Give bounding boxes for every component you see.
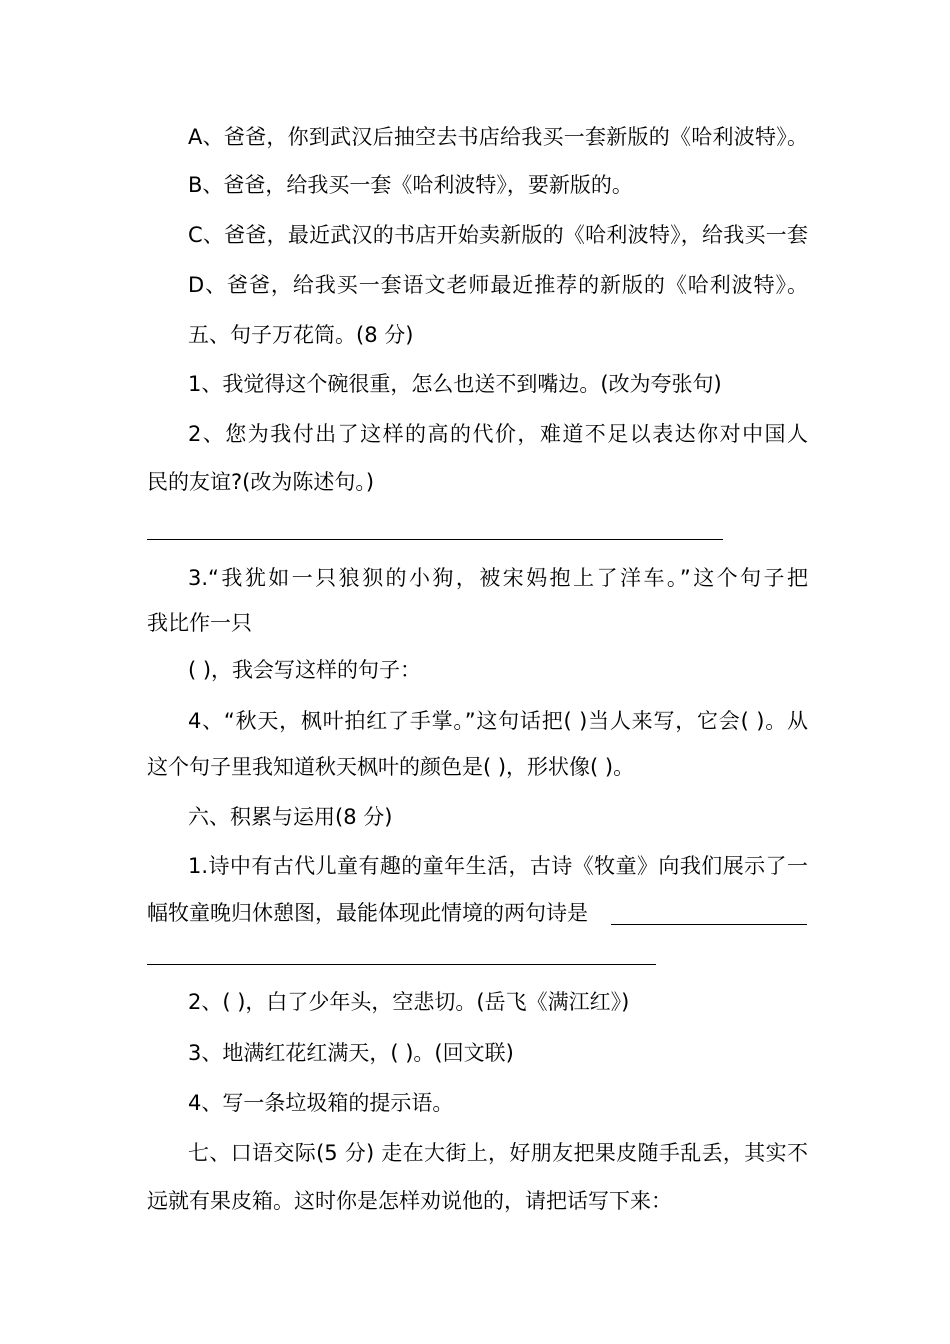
section-seven-heading: 七、口语交际(5 分) 走在大街上，好朋友把果皮随手乱丢，其实不 [188,1141,808,1165]
option-c: C、爸爸，最近武汉的书店开始卖新版的《哈利波特》，给我买一套 [188,223,808,247]
option-a: A、爸爸，你到武汉后抽空去书店给我买一套新版的《哈利波特》。 [188,125,808,149]
question-5-4-continued: 这个句子里我知道秋天枫叶的颜色是( )，形状像( )。 [147,755,635,779]
question-5-3-continued: 我比作一只 [147,611,252,635]
question-5-3: 3.“我犹如一只狼狈的小狗，被宋妈抱上了洋车。”这个句子把 [188,566,808,590]
question-5-4: 4、“秋天，枫叶拍红了手掌。”这句话把( )当人来写，它会( )。从 [188,709,808,733]
question-6-3: 3、地满红花红满天，( )。(回文联) [188,1041,514,1065]
question-5-1: 1、我觉得这个碗很重，怎么也送不到嘴边。(改为夸张句) [188,372,722,396]
question-5-2-continued: 民的友谊?(改为陈述句。) [147,470,375,494]
question-6-1-continued: 幅牧童晚归休憩图，最能体现此情境的两句诗是 [147,901,588,925]
question-6-4: 4、写一条垃圾箱的提示语。 [188,1091,454,1115]
option-d: D、爸爸，给我买一套语文老师最近推荐的新版的《哈利波特》。 [188,273,808,297]
section-six-heading: 六、积累与运用(8 分) [188,805,393,829]
answer-line [611,924,807,925]
section-five-heading: 五、句子万花筒。(8 分) [188,323,414,347]
answer-line [147,539,723,540]
option-b: B、爸爸，给我买一套《哈利波特》，要新版的。 [188,173,633,197]
question-6-1: 1.诗中有古代儿童有趣的童年生活，古诗《牧童》向我们展示了一 [188,854,808,878]
question-5-3-blank: ( )，我会写这样的句子： [188,658,422,682]
answer-line [147,964,656,965]
question-5-2: 2、您为我付出了这样的高的代价，难道不足以表达你对中国人 [188,422,808,446]
question-6-2: 2、( )，白了少年头，空悲切。(岳飞《满江红》) [188,990,630,1014]
section-seven-continued: 远就有果皮箱。这时你是怎样劝说他的，请把话写下来： [147,1189,672,1213]
